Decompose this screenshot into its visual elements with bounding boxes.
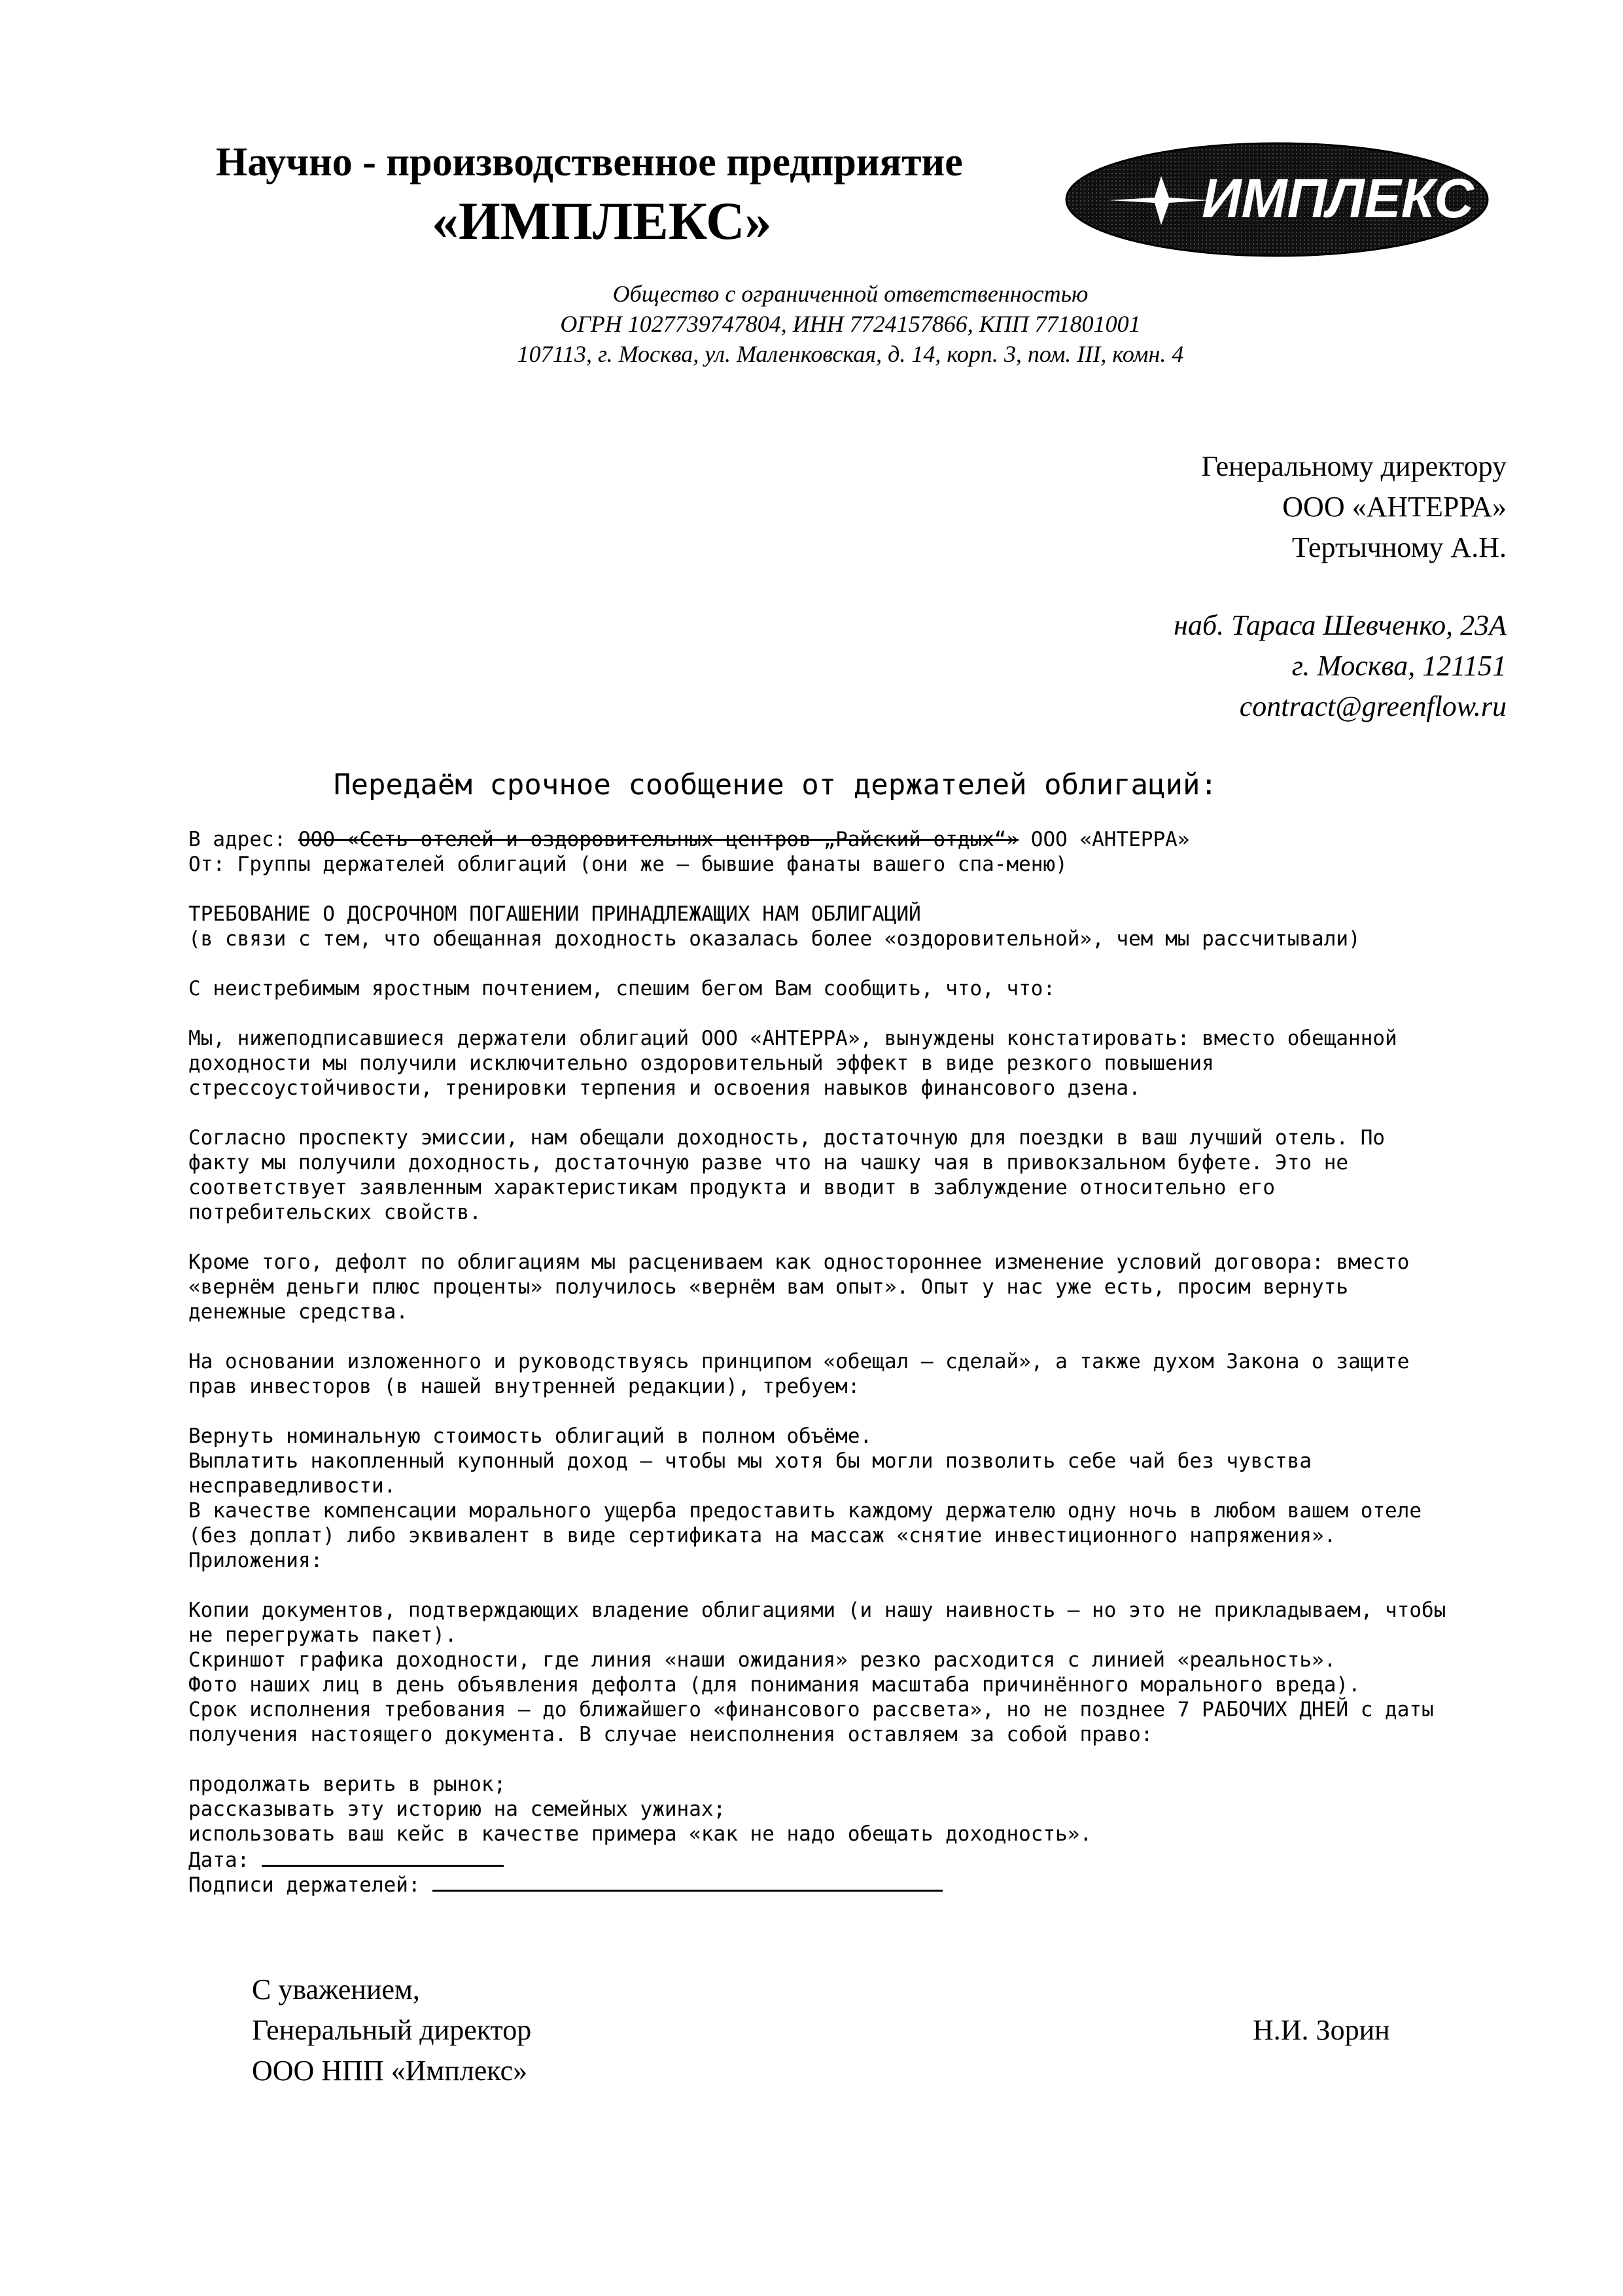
list-item: Скриншот графика доходности, где линия «наши ожидания» резко расходится с линией «реальность».: [188, 1648, 1336, 1672]
list-item: Фото наших лиц в день объявления дефолта (для понимания масштаба причинённого морального вреда).: [188, 1673, 1361, 1697]
list-item: Срок исполнения требования — до ближайшего «финансового рассвета», но не позднее 7 РАБОЧИХ ДНЕЙ с даты: [188, 1698, 1434, 1722]
paragraph-line: потребительских свойств.: [188, 1201, 481, 1224]
list-item: Копии документов, подтверждающих владение облигациями (и нашу наивность — но это не прикладываем, чтобы: [188, 1598, 1446, 1622]
company-info-line: 107113, г. Москва, ул. Маленковская, д. 14, корп. 3, пом. III, комн. 4: [517, 341, 1184, 367]
list-item: продолжать верить в рынок;: [188, 1773, 506, 1796]
message-heading: Передаём срочное сообщение от держателей облигаций:: [334, 768, 1218, 802]
paragraph-line: Мы, нижеподписавшиеся держатели облигаций ООО «АНТЕРРА», вынуждены констатировать: вместо обещанной: [188, 1027, 1397, 1050]
signer-name: Н.И. Зорин: [1253, 2014, 1390, 2046]
greeting: С неистребимым яростным почтением, спешим бегом Вам сообщить, что, что:: [188, 977, 1056, 1000]
recipient-address-line: наб. Тараса Шевченко, 23А: [1174, 609, 1507, 641]
recipient-address: [852, 605, 1507, 727]
regards-line: С уважением,: [252, 1973, 420, 2005]
list-item: несправедливости.: [188, 1474, 396, 1498]
paragraph-line: «вернём деньги плюс проценты» получилось «вернём вам опыт». Опыт у нас уже есть, просим вернуть: [188, 1275, 1349, 1299]
company-title-line2: «ИМПЛЕКС»: [432, 191, 772, 251]
paragraph-line: На основании изложенного и руководствуясь принципом «обещал — сделай», а также духом Закона о защите: [188, 1350, 1410, 1373]
message-body: [188, 827, 1523, 1896]
company-title: [216, 136, 1034, 254]
paragraph-line: Кроме того, дефолт по облигациям мы расцениваем как одностороннее изменение условий договора: вместо: [188, 1250, 1410, 1274]
paragraph-line: денежные средства.: [188, 1300, 408, 1324]
recipient-email: contract@greenflow.ru: [1239, 690, 1507, 722]
signatures-label: Подписи держателей:: [188, 1873, 433, 1897]
to-line: В адрес: ООО «Сеть отелей и оздоровительных центров „Райский отдых“» ООО «АНТЕРРА»: [188, 828, 1190, 851]
paragraph-line: факту мы получили доходность, достаточную разве что на чашку чая в привокзальном буфете. Это не: [188, 1151, 1349, 1174]
list-item: получения настоящего документа. В случае неисполнения оставляем за собой право:: [188, 1723, 1153, 1746]
logo-text: ИМПЛЕКС: [1202, 168, 1474, 229]
company-logo: [1063, 140, 1492, 259]
struck-recipient: ООО «Сеть отелей и оздоровительных центров „Райский отдых“»: [298, 828, 1019, 851]
signatures-blank: [432, 1871, 943, 1892]
demand-subtitle: (в связи с тем, что обещанная доходность оказалась более «оздоровительной», чем мы рассчитывали): [188, 927, 1361, 951]
list-item: Приложения:: [188, 1549, 323, 1572]
list-item: Выплатить накопленный купонный доход — чтобы мы хотя бы могли позволить себе чай без чувства: [188, 1449, 1312, 1473]
recipient-block: [852, 446, 1507, 568]
date-label: Дата:: [188, 1848, 262, 1872]
signer-position: Генеральный директор: [252, 2014, 532, 2046]
paragraph-line: доходности мы получили исключительно оздоровительный эффект в виде резкого повышения: [188, 1051, 1214, 1075]
list-item: (без доплат) либо эквивалент в виде сертификата на массаж «снятие инвестиционного напряжения».: [188, 1524, 1336, 1547]
list-item: не перегружать пакет).: [188, 1623, 457, 1647]
company-info-line: ОГРН 1027739747804, ИНН 7724157866, КПП 771801001: [560, 311, 1141, 337]
company-info: [458, 279, 1243, 369]
demand-title: ТРЕБОВАНИЕ О ДОСРОЧНОМ ПОГАШЕНИИ ПРИНАДЛЕЖАЩИХ НАМ ОБЛИГАЦИЙ: [188, 902, 921, 926]
signatures-line: [188, 1871, 1523, 1896]
list-item: Вернуть номинальную стоимость облигаций в полном объёме.: [188, 1424, 873, 1448]
list-item: рассказывать эту историю на семейных ужинах;: [188, 1797, 726, 1821]
paragraph-line: стрессоустойчивости, тренировки терпения и освоения навыков финансового дзена.: [188, 1076, 1141, 1100]
list-item: использовать ваш кейс в качестве примера «как не надо обещать доходность».: [188, 1822, 1092, 1846]
company-info-line: Общество с ограниченной ответственностью: [612, 281, 1089, 307]
date-line: [188, 1846, 1523, 1871]
signer-company: ООО НПП «Имплекс»: [252, 2055, 528, 2087]
date-blank: [262, 1846, 504, 1867]
paragraph-line: соответствует заявленным характеристикам продукта и вводит в заблуждение относительно его: [188, 1176, 1276, 1199]
recipient-address-line: г. Москва, 121151: [1291, 650, 1507, 682]
paragraph-line: прав инвесторов (в нашей внутренней редакции), требуем:: [188, 1375, 860, 1398]
list-item: В качестве компенсации морального ущерба предоставить каждому держателю одну ночь в любом вашем отеле: [188, 1499, 1422, 1523]
recipient-line: Тертычному А.Н.: [1291, 531, 1507, 563]
recipient-line: Генеральному директору: [1201, 450, 1507, 482]
paragraph-line: Согласно проспекту эмиссии, нам обещали доходность, достаточную для поездки в ваш лучший отель. По: [188, 1126, 1386, 1150]
signature-block: [252, 1969, 1495, 2091]
recipient-line: ООО «АНТЕРРА»: [1282, 491, 1507, 523]
company-title-line1: Научно - производственное предприятие: [216, 140, 963, 185]
from-line: От: Группы держателей облигаций (они же — бывшие фанаты вашего спа-меню): [188, 853, 1068, 876]
